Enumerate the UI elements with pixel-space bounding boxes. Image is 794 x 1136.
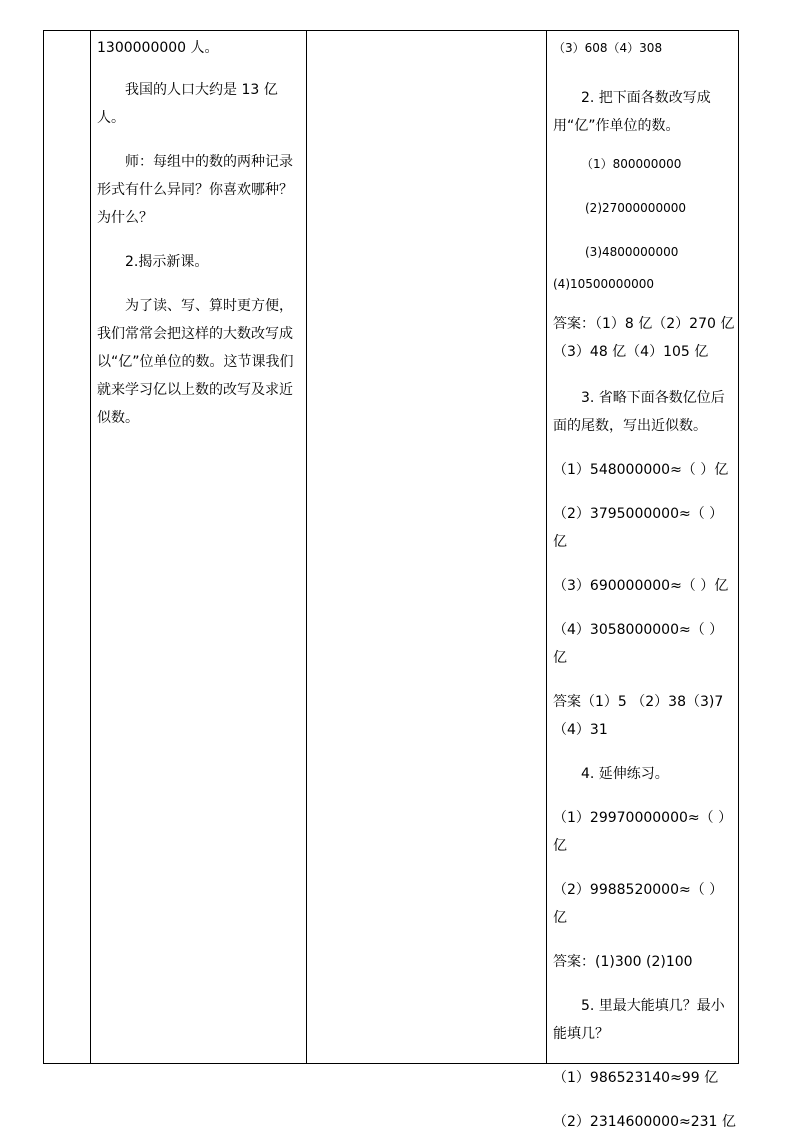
lesson-table bbox=[43, 30, 739, 1130]
exercise-item: （3）690000000≈（ ）亿 bbox=[553, 578, 729, 594]
exercise-item: （4）3058000000≈（ ）亿 bbox=[553, 622, 724, 666]
population-number: 1300000000 人。 bbox=[97, 40, 219, 56]
exercise-item: （2）2314600000≈231 亿 bbox=[553, 1114, 736, 1130]
exercise-5-title: 5. 里最大能填几？最小能填几？ bbox=[553, 998, 725, 1042]
exercise-cell bbox=[547, 31, 739, 1130]
teacher-question: 师：每组中的数的两种记录形式有什么异同？你喜欢哪种？为什么？ bbox=[97, 154, 293, 226]
lesson-intro: 为了读、写、算时更方便，我们常常会把这样的大数改写成以“亿”位单位的数。这节课我们就来学习亿以上数的改写及求近似数。 bbox=[97, 298, 294, 426]
teaching-process-cell bbox=[91, 31, 307, 1063]
exercise-2-answer: 答案：（1）8 亿（2）270 亿（3）48 亿（4）105 亿 bbox=[553, 316, 735, 360]
exercise-4-title: 4. 延伸练习。 bbox=[581, 766, 669, 782]
section-heading: 2.揭示新课。 bbox=[125, 254, 209, 270]
population-approx: 我国的人口大约是 13 亿人。 bbox=[97, 82, 278, 126]
exercise-item: （2）9988520000≈（ ）亿 bbox=[553, 882, 724, 926]
empty-cell bbox=[307, 31, 546, 1063]
exercise-item: （1）29970000000≈（ ）亿 bbox=[553, 810, 733, 854]
exercise-item: （1）548000000≈（ ）亿 bbox=[553, 462, 729, 478]
exercise-item: (3)4800000000 bbox=[585, 245, 679, 259]
answer-line: （3）608（4）308 bbox=[553, 41, 663, 55]
exercise-item: (4)10500000000 bbox=[553, 277, 654, 291]
exercise-4-answer: 答案：(1)300 (2)100 bbox=[553, 954, 693, 970]
exercise-3-answer: 答案（1）5 （2）38（3)7（4）31 bbox=[553, 694, 724, 738]
exercise-3-title: 3. 省略下面各数亿位后面的尾数，写出近似数。 bbox=[553, 390, 725, 434]
exercise-item: （1）800000000 bbox=[581, 157, 682, 171]
exercise-item: （1）986523140≈99 亿 bbox=[553, 1070, 719, 1086]
exercise-2-title: 2. 把下面各数改写成用“亿”作单位的数。 bbox=[553, 90, 711, 134]
exercise-item: （2）3795000000≈（ ）亿 bbox=[553, 506, 724, 550]
exercise-item: (2)27000000000 bbox=[585, 201, 686, 215]
